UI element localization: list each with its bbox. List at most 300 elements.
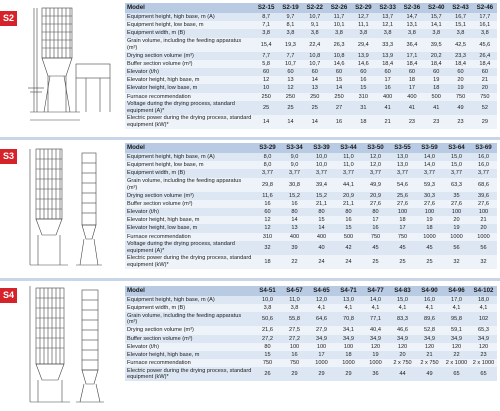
header-cell: S2-26 [327, 3, 351, 13]
table-cell: 120 [443, 343, 470, 351]
row-label: Furnace recommendation [125, 233, 254, 241]
table-cell: 77,1 [362, 312, 389, 326]
table-cell: 3,8 [281, 304, 308, 312]
table-cell: 15,4 [254, 38, 278, 52]
section-s2 [0, 0, 500, 135]
table-cell: 750 [473, 93, 497, 101]
table-cell: 42 [335, 241, 362, 255]
table-cell: 14,6 [327, 60, 351, 68]
row-label: Equipment width, m (B) [125, 304, 254, 312]
table-cell: 18,4 [424, 60, 448, 68]
row-label: Electric power during the drying process, standard equipment (kW)* [125, 367, 254, 381]
table-cell: 9,0 [281, 153, 308, 161]
table-cell: 63,3 [443, 178, 470, 192]
table-cell: 54,6 [389, 178, 416, 192]
table-cell: 45 [362, 241, 389, 255]
table-cell: 46,6 [389, 326, 416, 334]
table-cell: 14 [303, 115, 327, 129]
table-cell: 400 [281, 233, 308, 241]
table-row [125, 29, 497, 37]
table-cell: 45 [416, 241, 443, 255]
table-cell: 27,5 [281, 326, 308, 334]
table-cell: 4,1 [362, 304, 389, 312]
table-cell: 14 [278, 115, 302, 129]
table-cell: 11,6 [254, 192, 281, 200]
table-cell: 29 [281, 367, 308, 381]
header-cell: S3-39 [308, 143, 335, 153]
table-cell: 11,1 [351, 21, 375, 29]
header-cell: S2-29 [351, 3, 375, 13]
table-cell: 19 [448, 84, 472, 92]
table-row [125, 241, 497, 255]
table-cell: 9,7 [278, 13, 302, 21]
table-cell: 18,4 [473, 60, 497, 68]
table-cell: 500 [335, 233, 362, 241]
table-cell: 29,4 [351, 38, 375, 52]
table-cell: 60 [448, 68, 472, 76]
table-cell: 39 [281, 241, 308, 255]
table-row [125, 161, 497, 169]
table-cell: 34,1 [335, 326, 362, 334]
table-cell: 10,0 [308, 153, 335, 161]
header-cell: S4-65 [308, 286, 335, 296]
table-row [125, 343, 497, 351]
table-cell: 24 [308, 255, 335, 269]
table-cell: 60 [327, 68, 351, 76]
table-cell: 23 [448, 115, 472, 129]
table-cell: 11,0 [335, 161, 362, 169]
table-cell: 3,77 [362, 169, 389, 177]
table-cell: 31 [351, 101, 375, 115]
dryer-drawing-s3 [20, 143, 120, 275]
table-cell: 13 [303, 84, 327, 92]
table-cell: 95,8 [443, 312, 470, 326]
table-header-row [125, 143, 497, 153]
table-cell: 12,0 [362, 161, 389, 169]
table-cell: 25 [389, 255, 416, 269]
table-cell: 34,9 [443, 335, 470, 343]
table-cell: 13,0 [335, 296, 362, 304]
table-cell: 400 [400, 93, 424, 101]
table-cell: 4,1 [389, 304, 416, 312]
table-cell: 12 [254, 76, 278, 84]
row-label: Elevator height, low base, m [125, 84, 254, 92]
table-cell: 3,8 [400, 29, 424, 37]
table-cell: 27,2 [254, 335, 281, 343]
table-cell: 20,9 [362, 192, 389, 200]
table-cell: 13,1 [400, 21, 424, 29]
header-cell: S3-29 [254, 143, 281, 153]
table-cell: 3,8 [375, 29, 399, 37]
table-cell: 3,8 [278, 29, 302, 37]
table-cell: 22 [281, 255, 308, 269]
table-cell: 14,0 [416, 153, 443, 161]
table-cell: 19 [443, 224, 470, 232]
row-label: Voltage during the drying process, standard equipment (A)* [125, 241, 254, 255]
table-cell: 20 [443, 216, 470, 224]
header-cell: S4-51 [254, 286, 281, 296]
table-cell: 18 [416, 224, 443, 232]
table-cell: 18 [335, 351, 362, 359]
table-row [125, 68, 497, 76]
header-cell: S2-40 [424, 3, 448, 13]
table-cell: 44,1 [335, 178, 362, 192]
table-row [125, 93, 497, 101]
table-cell: 1000 [335, 359, 362, 367]
table-cell: 17 [389, 224, 416, 232]
table-cell: 3,77 [443, 169, 470, 177]
table-cell: 3,77 [281, 169, 308, 177]
table-cell: 21 [473, 76, 497, 84]
table-row [125, 84, 497, 92]
table-cell: 3,8 [351, 29, 375, 37]
table-cell: 45 [389, 241, 416, 255]
table-cell: 13,9 [351, 52, 375, 60]
table-cell: 12,7 [351, 13, 375, 21]
spec-table-s4 [125, 286, 497, 381]
table-cell: 70,8 [335, 312, 362, 326]
table-cell: 60 [351, 68, 375, 76]
table-cell: 49,9 [362, 178, 389, 192]
table-cell: 17 [400, 84, 424, 92]
table-row [125, 60, 497, 68]
row-label: Equipment height, low base, m [125, 21, 254, 29]
table-row [125, 13, 497, 21]
dryer-drawing-s2 [20, 2, 120, 132]
table-cell: 16,1 [473, 21, 497, 29]
table-cell: 10,7 [303, 13, 327, 21]
header-cell: S3-44 [335, 143, 362, 153]
table-cell: 3,8 [303, 29, 327, 37]
table-cell: 36 [362, 367, 389, 381]
table-cell: 65 [443, 367, 470, 381]
table-cell: 25 [254, 101, 278, 115]
table-cell: 34,9 [308, 335, 335, 343]
table-cell: 19 [424, 76, 448, 84]
table-cell: 29,8 [254, 178, 281, 192]
table-cell: 14,0 [362, 296, 389, 304]
table-cell: 18,0 [470, 296, 497, 304]
table-cell: 20,2 [424, 52, 448, 60]
table-cell: 21 [470, 216, 497, 224]
table-cell: 1000 [308, 359, 335, 367]
table-cell: 60 [303, 68, 327, 76]
table-cell: 1000 [470, 233, 497, 241]
table-cell: 12 [278, 84, 302, 92]
header-cell: S2-46 [473, 3, 497, 13]
row-label: Equipment width, m (B) [125, 169, 254, 177]
table-cell: 16 [254, 200, 281, 208]
header-cell: S4-71 [335, 286, 362, 296]
table-cell: 11,0 [335, 153, 362, 161]
table-cell: 15,1 [448, 21, 472, 29]
row-label: Elevator (t/h) [125, 208, 254, 216]
row-label: Equipment width, m (B) [125, 29, 254, 37]
table-cell: 3,8 [254, 29, 278, 37]
table-cell: 25 [362, 255, 389, 269]
table-cell: 750 [281, 359, 308, 367]
table-cell: 7,1 [254, 21, 278, 29]
table-row [125, 296, 497, 304]
table-cell: 42,5 [448, 38, 472, 52]
table-cell: 80 [335, 208, 362, 216]
table-cell: 39,6 [470, 192, 497, 200]
table-cell: 17,1 [400, 52, 424, 60]
table-cell: 3,77 [335, 169, 362, 177]
table-cell: 29 [473, 115, 497, 129]
section-s3 [0, 141, 500, 278]
table-row [125, 153, 497, 161]
table-cell: 10,0 [254, 296, 281, 304]
table-cell: 12 [254, 224, 281, 232]
header-cell: S2-33 [375, 3, 399, 13]
table-cell: 16,7 [448, 13, 472, 21]
header-cell: S4-57 [281, 286, 308, 296]
table-cell: 10,8 [327, 52, 351, 60]
table-row [125, 326, 497, 334]
table-cell: 14,7 [400, 13, 424, 21]
table-cell: 52 [473, 101, 497, 115]
table-cell: 41 [375, 101, 399, 115]
row-label: Elevator (t/h) [125, 68, 254, 76]
section-tag: S2 [0, 11, 17, 26]
header-cell: S4-102 [470, 286, 497, 296]
table-cell: 40 [308, 241, 335, 255]
row-label: Equipment height, high base, m (A) [125, 296, 254, 304]
table-cell: 8,7 [254, 13, 278, 21]
row-label: Voltage during the drying process, standard equipment (A)* [125, 101, 254, 115]
row-label: Elevator (t/h) [125, 343, 254, 351]
table-cell: 16 [335, 216, 362, 224]
table-cell: 25,6 [389, 192, 416, 200]
row-label: Buffer section volume (m³) [125, 60, 254, 68]
table-cell: 89,6 [416, 312, 443, 326]
table-row [125, 178, 497, 192]
row-label: Electric power during the drying process, standard equipment (kW)* [125, 255, 254, 269]
header-cell: S3-55 [389, 143, 416, 153]
table-cell: 49 [448, 101, 472, 115]
table-cell: 15 [308, 216, 335, 224]
section-divider [0, 278, 500, 281]
table-cell: 17,7 [473, 13, 497, 21]
table-cell: 20 [448, 76, 472, 84]
table-row [125, 115, 497, 129]
table-cell: 4,1 [335, 304, 362, 312]
table-cell: 14 [327, 84, 351, 92]
table-cell: 3,77 [389, 169, 416, 177]
table-cell: 83,3 [389, 312, 416, 326]
row-label: Drying section volume (m³) [125, 192, 254, 200]
table-cell: 310 [254, 233, 281, 241]
table-cell: 100 [443, 208, 470, 216]
table-cell: 45,6 [473, 38, 497, 52]
table-cell: 3,77 [254, 169, 281, 177]
table-cell: 100 [470, 208, 497, 216]
table-cell: 120 [362, 343, 389, 351]
table-cell: 2 x 750 [389, 359, 416, 367]
row-label: Furnace recommendation [125, 359, 254, 367]
table-cell: 14 [308, 224, 335, 232]
table-cell: 18 [254, 255, 281, 269]
table-cell: 18 [400, 76, 424, 84]
table-cell: 14,1 [424, 21, 448, 29]
header-cell: S3-64 [443, 143, 470, 153]
table-header-row [125, 286, 497, 296]
row-label: Buffer section volume (m³) [125, 335, 254, 343]
table-cell: 15,0 [443, 161, 470, 169]
table-cell: 16 [362, 224, 389, 232]
table-cell: 3,8 [473, 29, 497, 37]
table-cell: 18 [389, 216, 416, 224]
header-cell: Model [125, 3, 254, 13]
row-label: Grain volume, including the feeding apparatus (m³) [125, 38, 254, 52]
table-cell: 4,1 [443, 304, 470, 312]
table-cell: 11,7 [327, 13, 351, 21]
table-cell: 14,0 [416, 161, 443, 169]
table-cell: 41 [400, 101, 424, 115]
row-label: Elevator height, high base, m [125, 216, 254, 224]
table-cell: 26,4 [473, 52, 497, 60]
table-cell: 8,1 [278, 21, 302, 29]
table-cell: 17 [362, 216, 389, 224]
table-cell: 27,6 [362, 200, 389, 208]
table-cell: 33,3 [375, 38, 399, 52]
table-cell: 2 x 1000 [470, 359, 497, 367]
section-tag: S4 [0, 288, 17, 303]
table-row [125, 224, 497, 232]
header-cell: S2-36 [400, 3, 424, 13]
header-cell: S2-22 [303, 3, 327, 13]
table-cell: 15,2 [308, 192, 335, 200]
table-cell: 60 [375, 68, 399, 76]
table-cell: 35 [443, 192, 470, 200]
header-cell: Model [125, 143, 254, 153]
table-cell: 19 [416, 216, 443, 224]
table-row [125, 351, 497, 359]
table-row [125, 367, 497, 381]
table-cell: 100 [335, 343, 362, 351]
table-cell: 3,77 [416, 169, 443, 177]
table-cell: 59,3 [416, 178, 443, 192]
table-cell: 10,8 [303, 52, 327, 60]
table-cell: 34,9 [470, 335, 497, 343]
table-cell: 11,0 [281, 296, 308, 304]
table-row [125, 169, 497, 177]
table-cell: 30,8 [281, 178, 308, 192]
table-cell: 4,1 [308, 304, 335, 312]
table-cell: 9,1 [303, 21, 327, 29]
table-cell: 22 [443, 351, 470, 359]
table-cell: 3,8 [327, 29, 351, 37]
table-cell: 19,3 [278, 38, 302, 52]
table-cell: 15,2 [281, 192, 308, 200]
table-cell: 4,1 [416, 304, 443, 312]
table-row [125, 76, 497, 84]
table-cell: 18 [351, 115, 375, 129]
table-cell: 15 [327, 76, 351, 84]
table-cell: 100 [308, 343, 335, 351]
table-cell: 16,0 [470, 161, 497, 169]
table-cell: 15,0 [389, 296, 416, 304]
table-cell: 55,8 [281, 312, 308, 326]
table-cell: 60 [473, 68, 497, 76]
table-cell: 5,8 [254, 60, 278, 68]
table-cell: 65 [470, 367, 497, 381]
table-cell: 310 [351, 93, 375, 101]
table-cell: 400 [308, 233, 335, 241]
table-cell: 16,0 [416, 296, 443, 304]
table-row [125, 255, 497, 269]
table-cell: 59,1 [443, 326, 470, 334]
table-cell: 14 [254, 115, 278, 129]
table-cell: 68,6 [470, 178, 497, 192]
table-cell: 20,9 [335, 192, 362, 200]
table-cell: 16 [327, 115, 351, 129]
table-cell: 14 [303, 76, 327, 84]
table-cell: 49 [416, 367, 443, 381]
table-cell: 64,6 [308, 312, 335, 326]
table-cell: 13,0 [389, 161, 416, 169]
table-cell: 250 [278, 93, 302, 101]
table-cell: 80 [254, 343, 281, 351]
header-cell: S4-90 [416, 286, 443, 296]
table-cell: 250 [254, 93, 278, 101]
table-cell: 13,0 [389, 153, 416, 161]
table-cell: 102 [470, 312, 497, 326]
table-cell: 26,3 [327, 38, 351, 52]
table-cell: 19 [362, 351, 389, 359]
table-cell: 34,9 [335, 335, 362, 343]
row-label: Elevator height, high base, m [125, 351, 254, 359]
spec-table-s2 [125, 3, 497, 129]
table-cell: 44 [389, 367, 416, 381]
table-cell: 750 [389, 233, 416, 241]
table-cell: 27,6 [416, 200, 443, 208]
table-cell: 12 [254, 216, 281, 224]
section-tag: S3 [0, 149, 17, 164]
table-cell: 20 [470, 224, 497, 232]
table-cell: 17 [375, 76, 399, 84]
table-cell: 100 [416, 208, 443, 216]
table-cell: 21,1 [335, 200, 362, 208]
table-cell: 1000 [443, 233, 470, 241]
header-cell: S3-59 [416, 143, 443, 153]
table-cell: 30,3 [416, 192, 443, 200]
spec-table-s3 [125, 143, 497, 269]
table-cell: 750 [362, 233, 389, 241]
table-cell: 4,1 [470, 304, 497, 312]
table-cell: 2 x 1000 [443, 359, 470, 367]
table-cell: 24 [335, 255, 362, 269]
header-cell: S4-96 [443, 286, 470, 296]
table-cell: 60 [278, 68, 302, 76]
table-cell: 16 [375, 84, 399, 92]
table-cell: 41 [424, 101, 448, 115]
table-cell: 3,8 [424, 29, 448, 37]
header-cell: S3-69 [470, 143, 497, 153]
table-cell: 3,77 [470, 169, 497, 177]
table-cell: 3,8 [254, 304, 281, 312]
table-cell: 10,0 [308, 161, 335, 169]
table-cell: 34,9 [416, 335, 443, 343]
table-cell: 39,4 [308, 178, 335, 192]
table-cell: 17 [308, 351, 335, 359]
section-s4 [0, 282, 500, 411]
table-cell: 1000 [416, 233, 443, 241]
table-cell: 27,6 [389, 200, 416, 208]
table-cell: 8,0 [254, 161, 281, 169]
table-cell: 32 [254, 241, 281, 255]
